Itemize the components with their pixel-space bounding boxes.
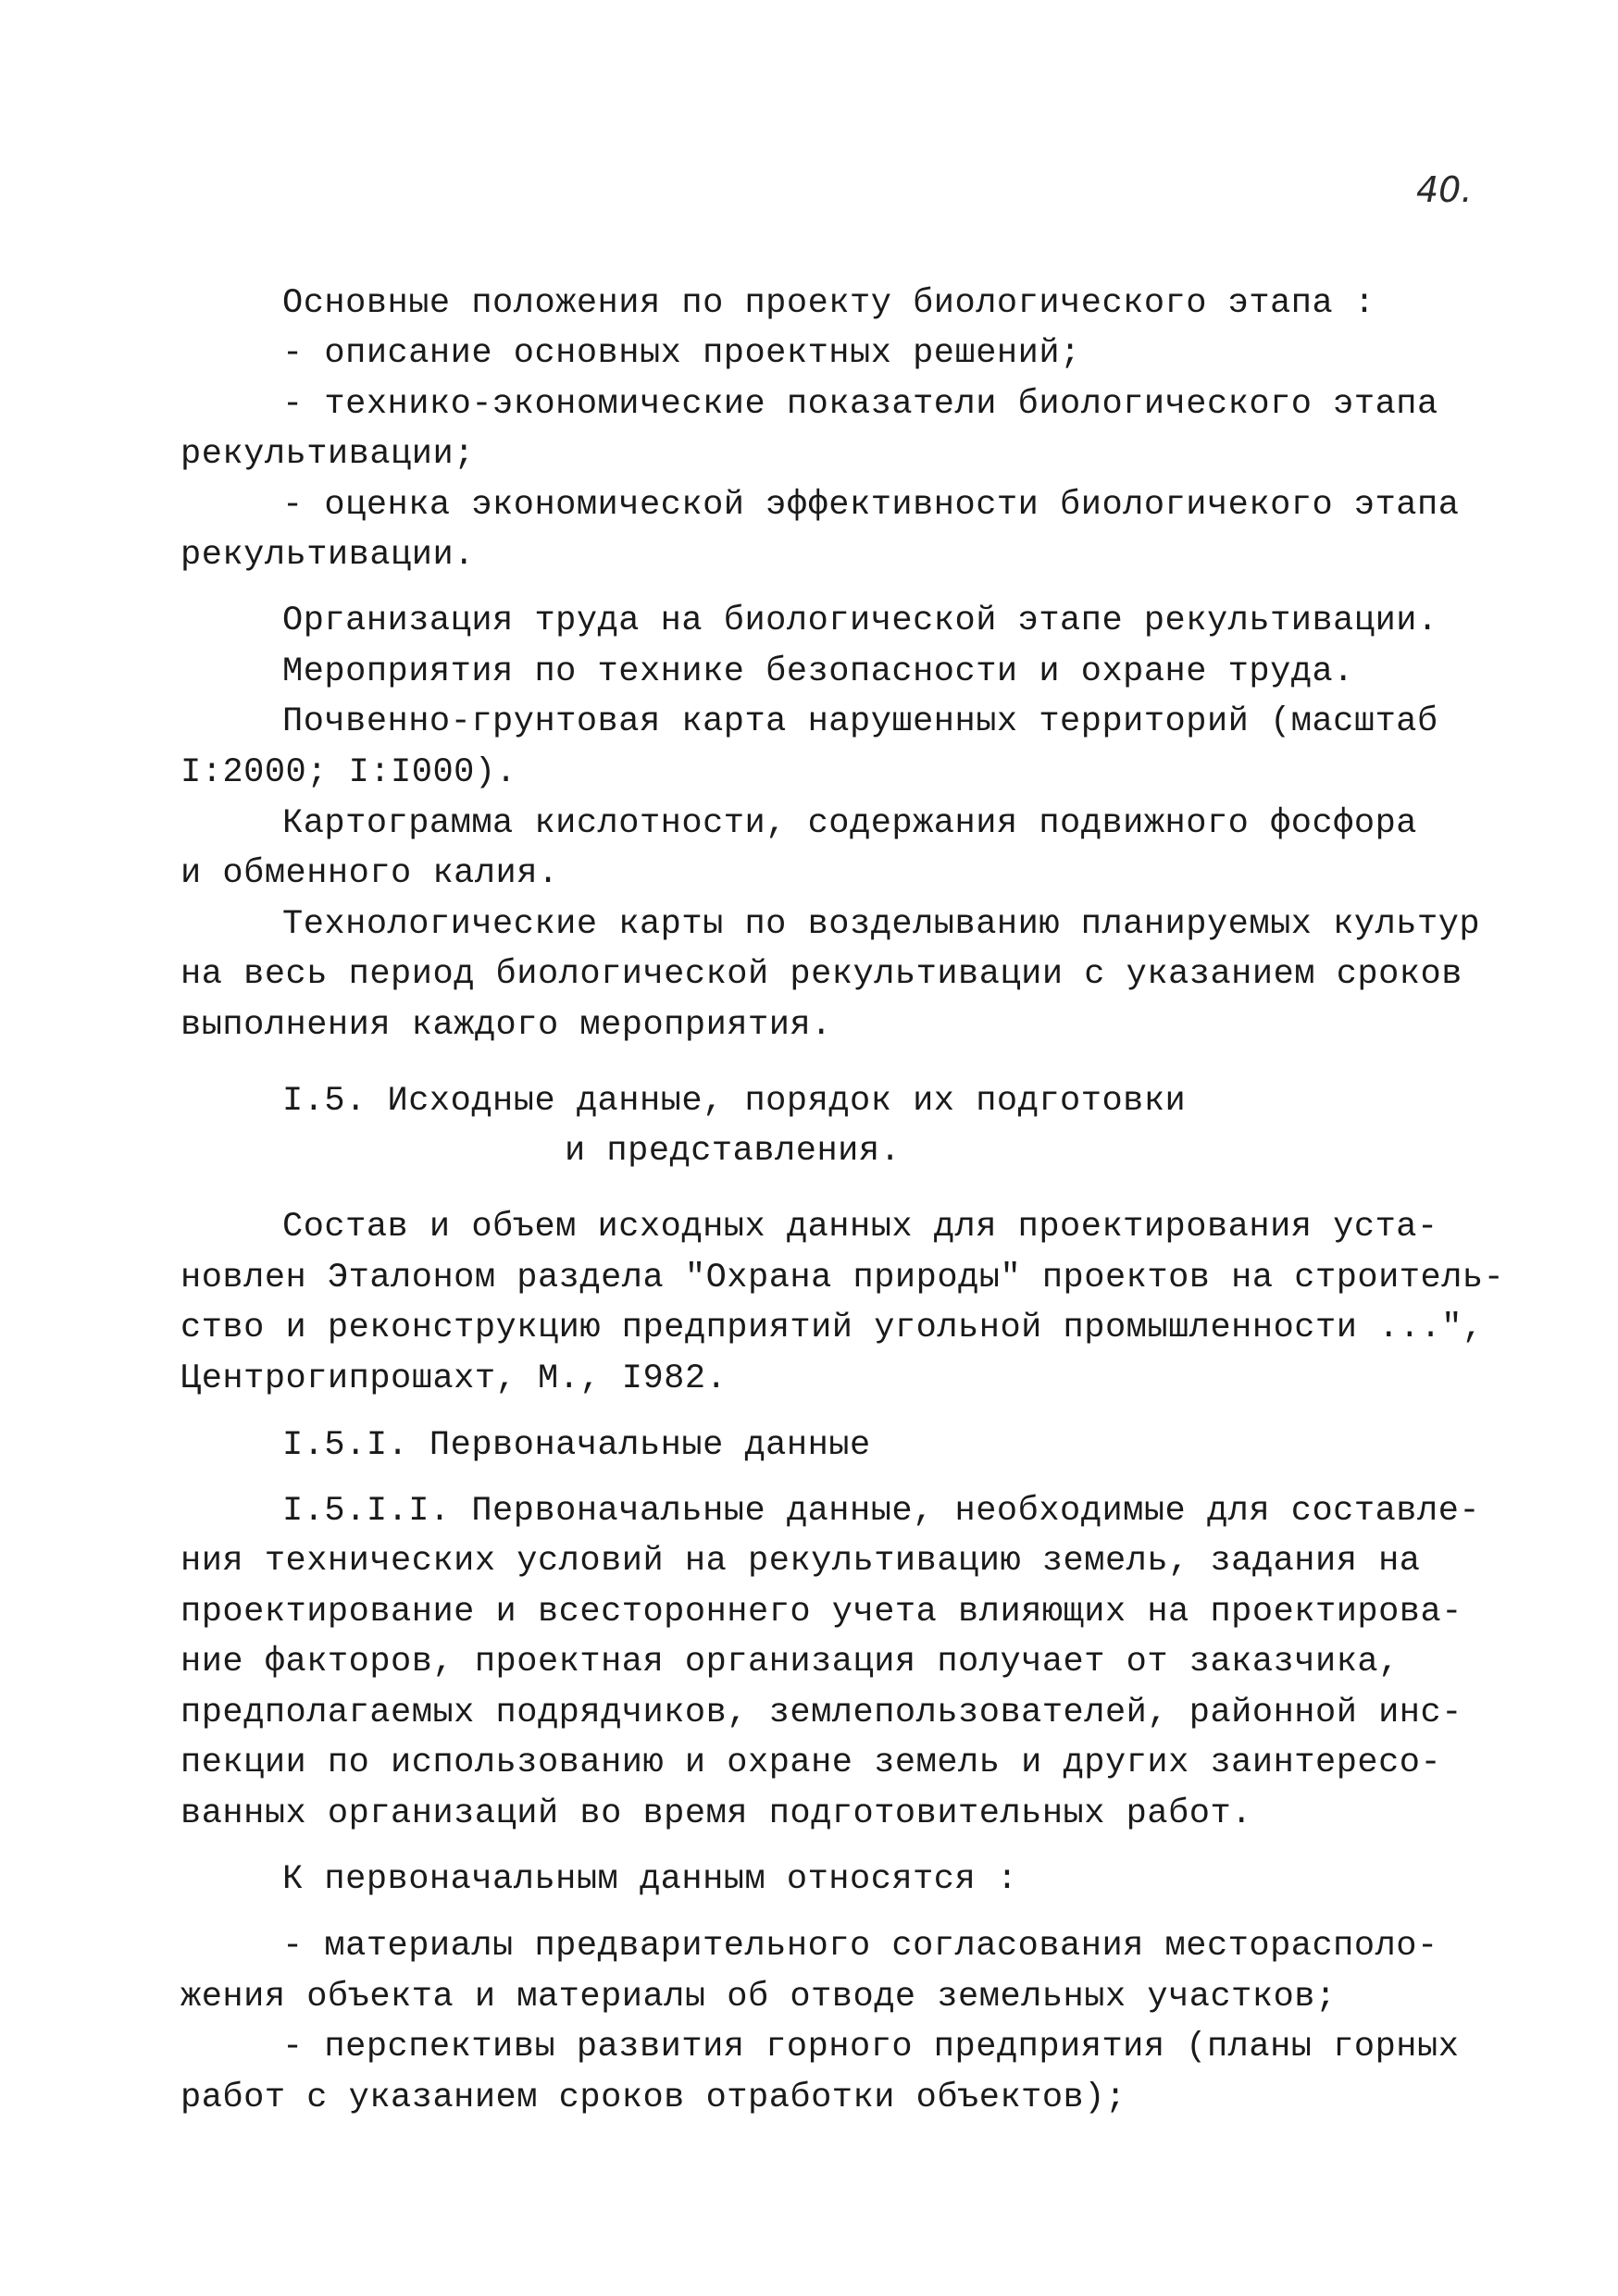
text-line: выполнения каждого мероприятия.: [180, 1006, 832, 1045]
text-line: Организация труда на биологической этапе рекультивации.: [282, 602, 1438, 640]
text-line: жения объекта и материалы об отводе земельных участков;: [180, 1978, 1337, 2017]
text-line: ванных организаций во время подготовительных работ.: [180, 1794, 1252, 1833]
text-line: новлен Эталоном раздела "Охрана природы" проектов на строитель-: [180, 1259, 1505, 1297]
page-number: 40.: [1416, 169, 1473, 210]
text-line: Технологические карты по возделыванию планируемых культур: [282, 905, 1481, 944]
text-line: ния технических условий на рекультивацию земель, задания на: [180, 1542, 1421, 1581]
text-line: на весь период биологической рекультивации с указанием сроков: [180, 955, 1462, 994]
text-line: I:2000; I:I000).: [180, 753, 517, 792]
text-line: Мероприятия по технике безопасности и охране труда.: [282, 652, 1354, 691]
text-line: ство и реконструкцию предприятий угольной промышленности ...",: [180, 1309, 1484, 1347]
text-line: ние факторов, проектная организация получает от заказчика,: [180, 1643, 1400, 1682]
text-line: Картограмма кислотности, содержания подвижного фосфора: [282, 804, 1417, 843]
text-line: работ с указанием сроков отработки объектов);: [180, 2079, 1126, 2117]
text-line: Центрогипрошахт, М., I982.: [180, 1359, 728, 1398]
text-line: - оценка экономической эффективности биологичекого этапа: [282, 486, 1460, 525]
text-line: рекультивации.: [180, 536, 475, 575]
text-line: рекультивации;: [180, 435, 475, 474]
subsection-heading: I.5.I. Первоначальные данные: [282, 1426, 871, 1465]
text-line: Почвенно-грунтовая карта нарушенных территорий (масштаб: [282, 702, 1438, 741]
text-line: - описание основных проектных решений;: [282, 334, 1081, 373]
text-line: проектирование и всестороннего учета влияющих на проектирова-: [180, 1593, 1462, 1632]
text-line: Основные положения по проекту биологического этапа :: [282, 284, 1375, 323]
text-line: К первоначальным данным относятся :: [282, 1860, 1018, 1899]
text-line: пекции по использованию и охране земель и других заинтересо-: [180, 1744, 1442, 1782]
text-line: - материалы предварительного согласования месторасполо-: [282, 1927, 1438, 1966]
text-line: и обменного калия.: [180, 854, 559, 893]
section-heading: и представления.: [565, 1132, 902, 1171]
text-line: Состав и объем исходных данных для проектирования уста-: [282, 1208, 1438, 1247]
text-line: - технико-экономические показатели биологического этапа: [282, 385, 1438, 424]
section-heading: I.5. Исходные данные, порядок их подготовки: [282, 1082, 1187, 1121]
text-line: - перспективы развития горного предприятия (планы горных: [282, 2028, 1460, 2066]
text-line: I.5.I.I. Первоначальные данные, необходимые для составле-: [282, 1492, 1481, 1531]
text-line: предполагаемых подрядчиков, землепользователей, районной инс-: [180, 1694, 1462, 1732]
